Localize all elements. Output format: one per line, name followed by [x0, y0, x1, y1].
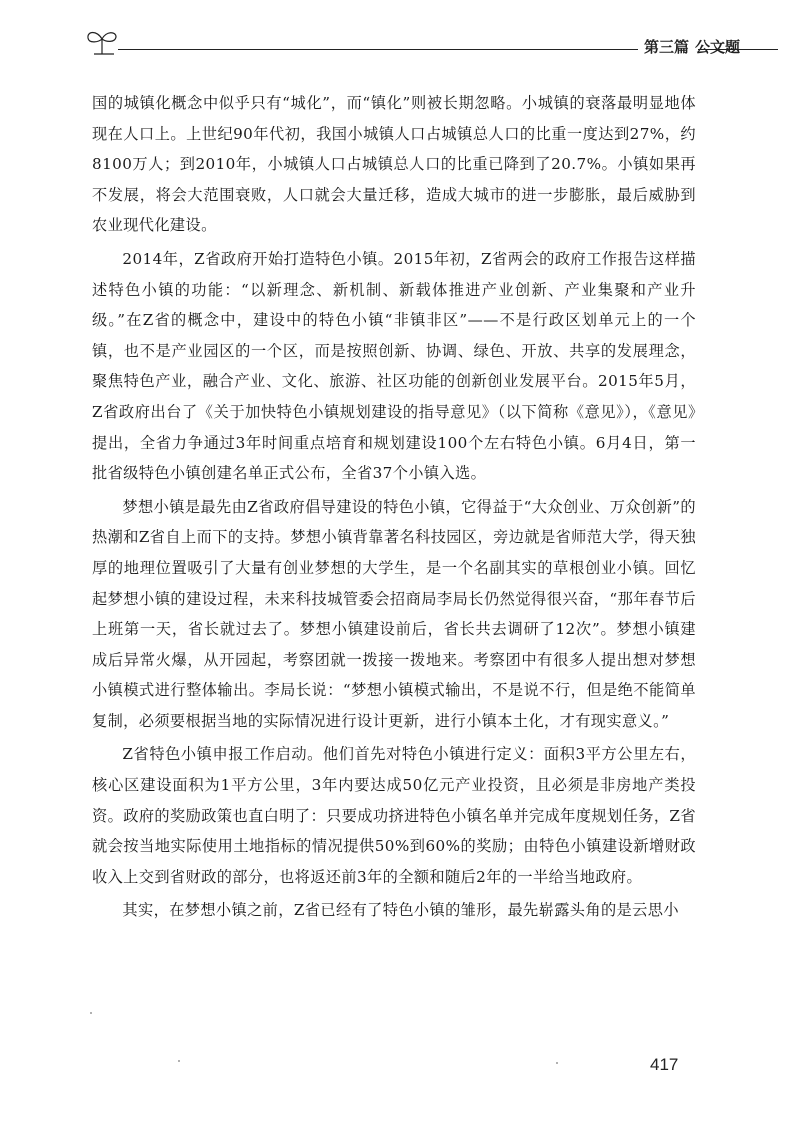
scan-speck [90, 1012, 92, 1014]
section-label [644, 36, 741, 57]
header-rule-right [698, 49, 778, 50]
part-label: 第三篇 [644, 38, 690, 56]
scan-speck [556, 1062, 558, 1064]
paragraph: Z省特色小镇申报工作启动。他们首先对特色小镇进行定义：面积3平方公里左右，核心区建设面积为1平方公里，3年内要达成50亿元产业投资，且必须是非房地产类投资。政府的奖励政策也直白明了：只要成功挤进特色小镇名单并完成年度规划任务，Z省就会按当地实际使用土地指标的情况提供50%到60%的奖励；由特色小镇建设新增财政收入上交到省财政的部分，也将返还前3年的全额和随后2年的一半给当地政府。 [92, 745, 696, 886]
paragraph: 梦想小镇是最先由Z省政府倡导建设的特色小镇，它得益于“大众创业、万众创新”的热潮和Z省自上而下的支持。梦想小镇背靠著名科技园区，旁边就是省师范大学，得天独厚的地理位置吸引了大量有创业梦想的大学生，是一个名副其实的草根创业小镇。回忆起梦想小镇的建设过程，未来科技城管委会招商局李局长仍然觉得很兴奋，“那年春节后上班第一天，省长就过去了。梦想小镇建设前后，省长共去调研了12次”。梦想小镇建成后异常火爆，从开园起，考察团就一拨接一拨地来。考察团中有很多人提出想对梦想小镇模式进行整体输出。李局长说：“梦想小镇模式输出，不是说不行，但是绝不能简单复制，必须要根据当地的实际情况进行设计更新，进行小镇本土化，才有现实意义。” [92, 497, 696, 730]
paragraph: 其实，在梦想小镇之前，Z省已经有了特色小镇的雏形，最先崭露头角的是云思小 [122, 901, 679, 920]
header-rule [118, 49, 638, 50]
paragraph: 2014年，Z省政府开始打造特色小镇。2015年初，Z省两会的政府工作报告这样描述特色小镇的功能：“以新理念、新机制、新载体推进产业创新、产业集聚和产业升级。”在Z省的概念中，建设中的特色小镇“非镇非区”——不是行政区划单元上的一个镇，也不是产业园区的一个区，而是按照创新、协调、绿色、开放、共享的发展理念，聚焦特色产业，融合产业、文化、旅游、社区功能的创新创业发展平台。2015年5月，Z省政府出台了《关于加快特色小镇规划建设的指导意见》（以下简称《意见》），《意见》提出，全省力争通过3年时间重点培育和规划建设100个左右特色小镇。6月4日，第一批省级特色小镇创建名单正式公布，全省37个小镇入选。 [92, 249, 696, 483]
page-number: 417 [650, 1055, 679, 1074]
sprout-icon [84, 26, 120, 56]
section-title: 公文题 [695, 38, 741, 56]
paragraph: 国的城镇化概念中似乎只有“城化”，而“镇化”则被长期忽略。小城镇的衰落最明显地体现在人口上。上世纪90年代初，我国小城镇人口占城镇总人口的比重一度达到27%，约8100万人；到2010年，小城镇人口占城镇总人口的比重已降到了20.7%。小镇如果再不发展，将会大范围衰败，人口就会大量迁移，造成大城市的进一步膨胀，最后威胁到农业现代化建设。 [92, 94, 696, 235]
body-text [92, 88, 696, 929]
scan-speck [178, 1060, 180, 1062]
page-header [78, 22, 778, 62]
